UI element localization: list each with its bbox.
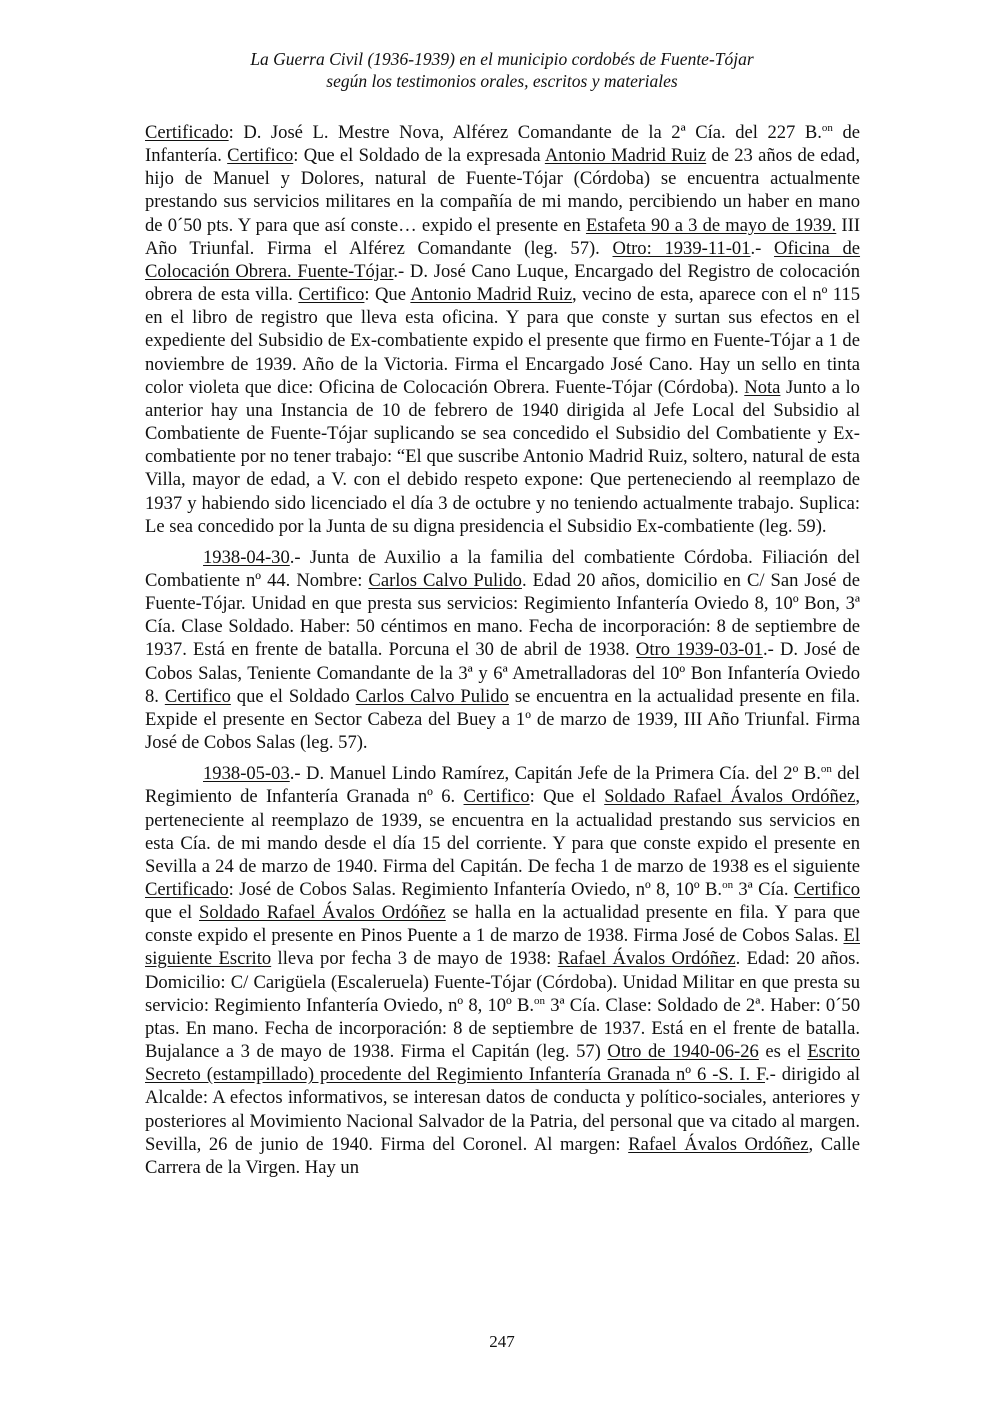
text-run: III Año Triunfal. Firma el Alférez Comandante (leg. 57).: [145, 214, 861, 259]
text-run: . Edad: 20 años. Domicilio: C/ Carigüela (Escaleruela) Fuente-Tójar (Córdoba). Unidad Militar en que presta su servicio: Regimiento Infantería Oviedo, nº 8, 10º B.: [145, 948, 861, 1016]
text-run: , vecino de esta, aparece con el nº 115 en el libro de registro que lleva esta oficina. Y para que conste y surtan sus efectos en el expediente del Subsidio de Ex-combatiente expido el presente que firmo en Fuente-Tójar a 1 de noviembre de 1939. Año de la Victoria. Firma el Encargado José Cano. Hay un sello en tinta color violeta que dice: Oficina de Colocación Obrera. Fuente-Tójar (Córdoba).: [145, 284, 861, 398]
text-run: Junto a lo anterior hay una Instancia de 10 de febrero de 1940 dirigida al Jefe Local del Subsidio al Combatiente de Fuente-Tójar suplicando se sea concedido el Subsidio del Combatiente y Ex-combatiente por no tener trabajo: “El que suscribe Antonio Madrid Ruiz, soltero, natural de esta Villa, mayor de edad, a V. con el debido respeto expone: Que perteneciendo al reemplazo de 1937 y habiendo sido licenciado el día 3 de octubre y no teniendo actualmente trabajo. Suplica: Le sea concedido por la Junta de su digna presidencia el Subsidio Ex-combatiente (leg. 59).: [145, 376, 860, 537]
underlined-text: Antonio Madrid Ruiz: [544, 145, 707, 167]
underlined-text: Certificado: [145, 122, 229, 143]
running-header: [0, 48, 1004, 92]
text-run: : D. José L. Mestre Nova, Alférez Comandante de la 2ª Cía. del 227 B.: [228, 122, 822, 143]
paragraph: [145, 546, 860, 754]
text-run: se halla en la actualidad presente en fila. Y para que conste expido el presente en Pinos Puente a 1 de marzo de 1938. Firma José de Cobos Salas.: [145, 902, 861, 947]
text-run: , Calle Carrera de la Virgen. Hay un: [145, 1133, 860, 1178]
header-line-1: La Guerra Civil (1936-1939) en el municipio cordobés de Fuente-Tójar: [250, 49, 754, 69]
underlined-text: Otro: 1939-11-01: [612, 237, 751, 259]
underlined-text: Soldado Rafael Ávalos Ordóñez: [199, 902, 446, 924]
underlined-text: Oficina de Colocación Obrera. Fuente-Tójar: [145, 237, 861, 282]
page-number: 247: [489, 1332, 515, 1351]
underlined-text: Nota: [744, 376, 781, 398]
text-run: que el: [145, 902, 199, 924]
superscript-text: on: [722, 879, 734, 891]
underlined-text: Rafael Ávalos Ordóñez: [557, 948, 736, 970]
underlined-text: Otro de 1940-06-26: [607, 1041, 759, 1063]
underlined-text: Soldado Rafael Ávalos Ordóñez: [604, 786, 856, 808]
underlined-text: Rafael Ávalos Ordóñez: [628, 1133, 809, 1155]
underlined-text: Otro 1939-03-01: [635, 639, 763, 661]
text-run: 3ª Cía. Clase: Soldado de 2ª. Haber: 0´50 ptas. En mano. Fecha de incorporación: 8 de septiembre de 1937. Está en el frente de batalla. Bujalance a 3 de mayo de 1938. Firma el Capitán (leg. 57): [145, 994, 860, 1063]
text-run: de Infantería.: [145, 122, 860, 167]
underlined-text: 1938-05-03: [203, 763, 290, 785]
underlined-text: Certifico: [793, 879, 860, 900]
text-run: 3ª Cía.: [733, 879, 794, 900]
document-body: [145, 121, 860, 1179]
paragraph: [145, 121, 860, 538]
text-run: se encuentra en la actualidad presente en fila. Expide el presente en Sector Cabeza del Buey a 1º de marzo de 1939, III Año Triunfal. Firma José de Cobos Salas (leg. 57).: [145, 685, 860, 754]
text-run: .- D. José Cano Luque, Encargado del Registro de colocación obrera de esta villa.: [145, 260, 860, 306]
paragraph: [145, 762, 860, 1179]
text-run: es el: [758, 1041, 808, 1063]
underlined-text: Antonio Madrid Ruiz: [410, 284, 573, 306]
superscript-text: on: [820, 763, 832, 776]
underlined-text: Certificado: [145, 879, 229, 900]
underlined-text: Certifico: [298, 284, 365, 306]
underlined-text: Carlos Calvo Pulido: [355, 685, 509, 707]
underlined-text: Carlos Calvo Pulido: [368, 569, 522, 591]
superscript-text: on: [821, 122, 833, 134]
underlined-text: Certifico: [463, 786, 530, 808]
text-run: .- D. Manuel Lindo Ramírez, Capitán Jefe de la Primera Cía. del 2º B.: [289, 763, 821, 785]
underlined-text: Certifico: [227, 145, 294, 167]
text-run: .-: [750, 237, 775, 259]
text-run: que el Soldado: [230, 685, 356, 707]
text-run: : Que: [364, 284, 411, 306]
text-run: lleva por fecha 3 de mayo de 1938:: [271, 948, 558, 970]
text-run: .- dirigido al Alcalde: A efectos informativos, se interesan datos de conducta y político-sociales, anteriores y posteriores al Movimiento Nacional Salvador de la Patria, del personal que va citado al margen. Sevilla, 26 de junio de 1940. Firma del Coronel. Al margen:: [145, 1064, 860, 1155]
text-run: : José de Cobos Salas. Regimiento Infantería Oviedo, nº 8, 10º B.: [228, 879, 723, 900]
text-run: : Que el: [529, 786, 605, 808]
text-run: , perteneciente al reemplazo de 1939, se encuentra en la actualidad prestando sus servicios en esta Cía. de mi mando desde el día 15 del corriente. Y para que conste expido el presente en Sevilla a 24 de marzo de 1940. Firma del Capitán. De fecha 1 de marzo de 1938 es el siguiente: [145, 786, 860, 877]
text-run: : Que el Soldado de la expresada: [293, 145, 545, 167]
underlined-text: El siguiente Escrito: [145, 925, 860, 970]
text-run: del Regimiento de Infantería Granada nº 6.: [145, 763, 860, 808]
underlined-text: Estafeta 90 a 3 de mayo de 1939.: [585, 214, 837, 236]
underlined-text: Escrito Secreto (estampillado) procedente del Regimiento Infantería Granada nº 6 -S. I. F: [145, 1041, 860, 1086]
underlined-text: Certifico: [164, 685, 231, 707]
superscript-text: on: [534, 994, 546, 1007]
text-run: .- Junta de Auxilio a la familia del combatiente Córdoba. Filiación del Combatiente nº 44. Nombre:: [145, 546, 860, 591]
header-line-2: según los testimonios orales, escritos y materiales: [326, 71, 678, 91]
text-run: . Edad 20 años, domicilio en C/ San José de Fuente-Tójar. Unidad en que presta sus servicios: Regimiento Infantería Oviedo 8, 10º Bon, 3ª Cía. Clase Soldado. Haber: 50 céntimos en mano. Fecha de incorporación: 8 de septiembre de 1937. Está en frente de batalla. Porcuna el 30 de abril de 1938.: [145, 569, 860, 661]
text-run: de 23 años de edad, hijo de Manuel y Dolores, natural de Fuente-Tójar (Córdoba) se encuentra actualmente prestando sus servicios militares en la compañía de mi mando, percibiendo un haber en mano de 0´50 pts. Y para que así conste… expido el presente en: [145, 145, 860, 236]
underlined-text: 1938-04-30: [203, 546, 290, 568]
text-run: .- D. José de Cobos Salas, Teniente Comandante de la 3ª y 6ª Ametralladoras del 10º Bon Infantería Oviedo 8.: [145, 639, 860, 707]
